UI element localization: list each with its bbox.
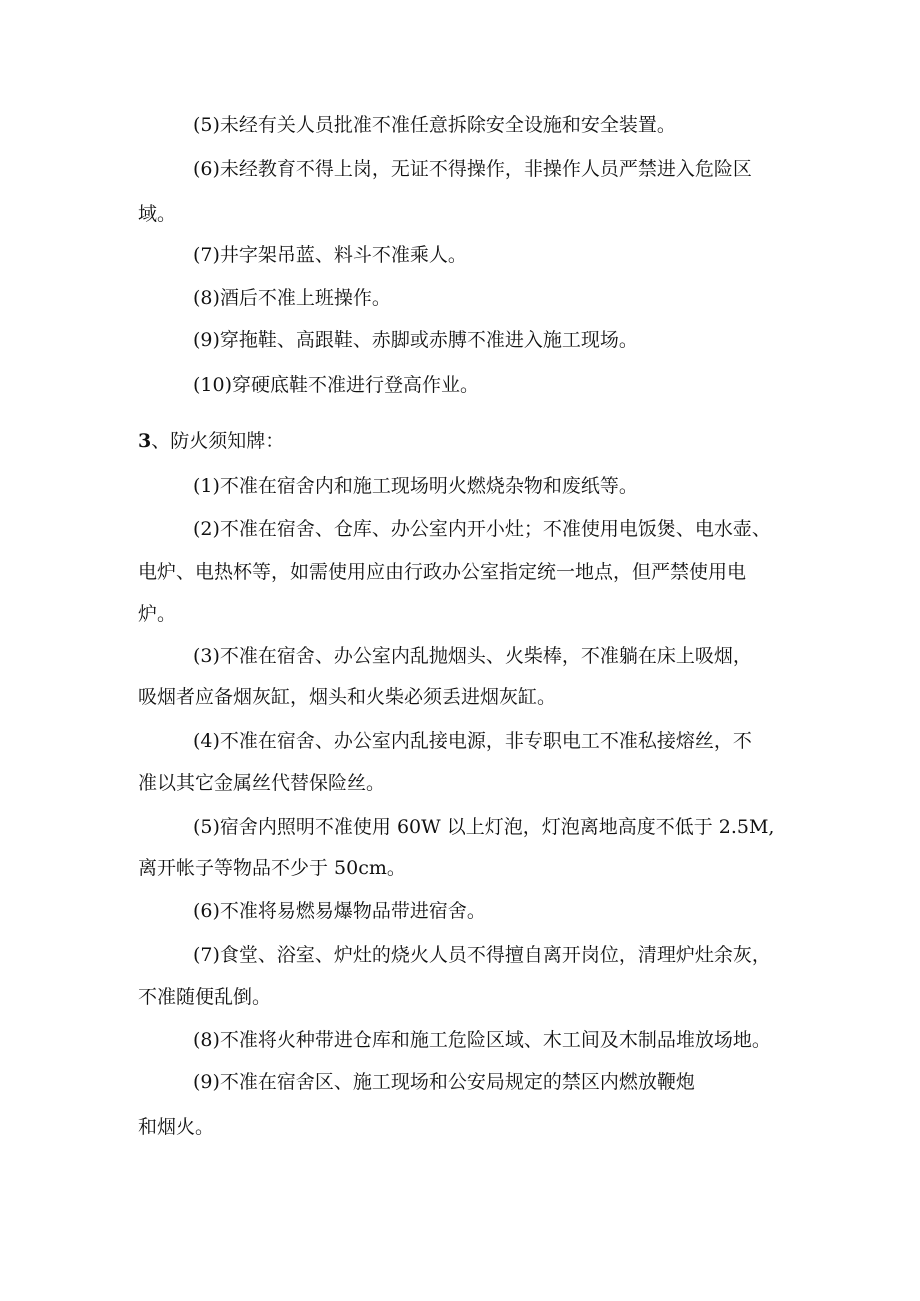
fire-rule-2-cont: 电炉、电热杯等，如需使用应由行政办公室指定统一地点，但严禁使用电: [138, 561, 747, 583]
fire-rule-9-cont: 和烟火。: [138, 1116, 215, 1138]
section-heading: [138, 428, 284, 454]
fire-rule-6: (6)不准将易燃易爆物品带进宿舍。: [193, 900, 486, 922]
rule-item-9: (9)穿拖鞋、高跟鞋、赤脚或赤膊不准进入施工现场。: [193, 329, 638, 351]
fire-rule-5-cont: 离开帐子等物品不少于 50cm。: [138, 857, 406, 879]
fire-rule-2-cont: 炉。: [138, 603, 177, 625]
fire-rule-2: (2)不准在宿舍、仓库、办公室内开小灶；不准使用电饭煲、电水壶、: [193, 518, 771, 540]
fire-rule-8: (8)不准将火种带进仓库和施工危险区域、木工间及木制品堆放场地。: [193, 1029, 771, 1051]
rule-item-5: (5)未经有关人员批准不准任意拆除安全设施和安全装置。: [193, 114, 676, 136]
fire-rule-7: (7)食堂、浴室、炉灶的烧火人员不得擅自离开岗位，清理炉灶余灰，: [193, 944, 771, 966]
fire-rule-5: (5)宿舍内照明不准使用 60W 以上灯泡，灯泡离地高度不低于 2.5M,: [193, 816, 775, 838]
rule-item-10: (10)穿硬底鞋不准进行登高作业。: [193, 374, 480, 396]
rule-item-7: (7)井字架吊蓝、料斗不准乘人。: [193, 244, 467, 266]
fire-rule-4: (4)不准在宿舍、办公室内乱接电源，非专职电工不准私接熔丝，不: [193, 730, 752, 752]
section-title: 、防火须知牌：: [151, 430, 285, 452]
rule-item-8: (8)酒后不准上班操作。: [193, 287, 391, 309]
fire-rule-7-cont: 不准随便乱倒。: [138, 986, 272, 1008]
rule-item-6: (6)未经教育不得上岗，无证不得操作，非操作人员严禁进入危险区: [193, 158, 752, 180]
fire-rule-4-cont: 准以其它金属丝代替保险丝。: [138, 772, 386, 794]
section-number: 3: [138, 430, 152, 452]
fire-rule-9: (9)不准在宿舍区、施工现场和公安局规定的禁区内燃放鞭炮: [193, 1071, 695, 1093]
fire-rule-3-cont: 吸烟者应备烟灰缸，烟头和火柴必须丢进烟灰缸。: [138, 686, 557, 708]
fire-rule-3: (3)不准在宿舍、办公室内乱抛烟头、火柴棒，不准躺在床上吸烟，: [193, 645, 752, 667]
fire-rule-1: (1)不准在宿舍内和施工现场明火燃烧杂物和废纸等。: [193, 475, 638, 497]
rule-item-6-cont: 域。: [138, 203, 177, 225]
